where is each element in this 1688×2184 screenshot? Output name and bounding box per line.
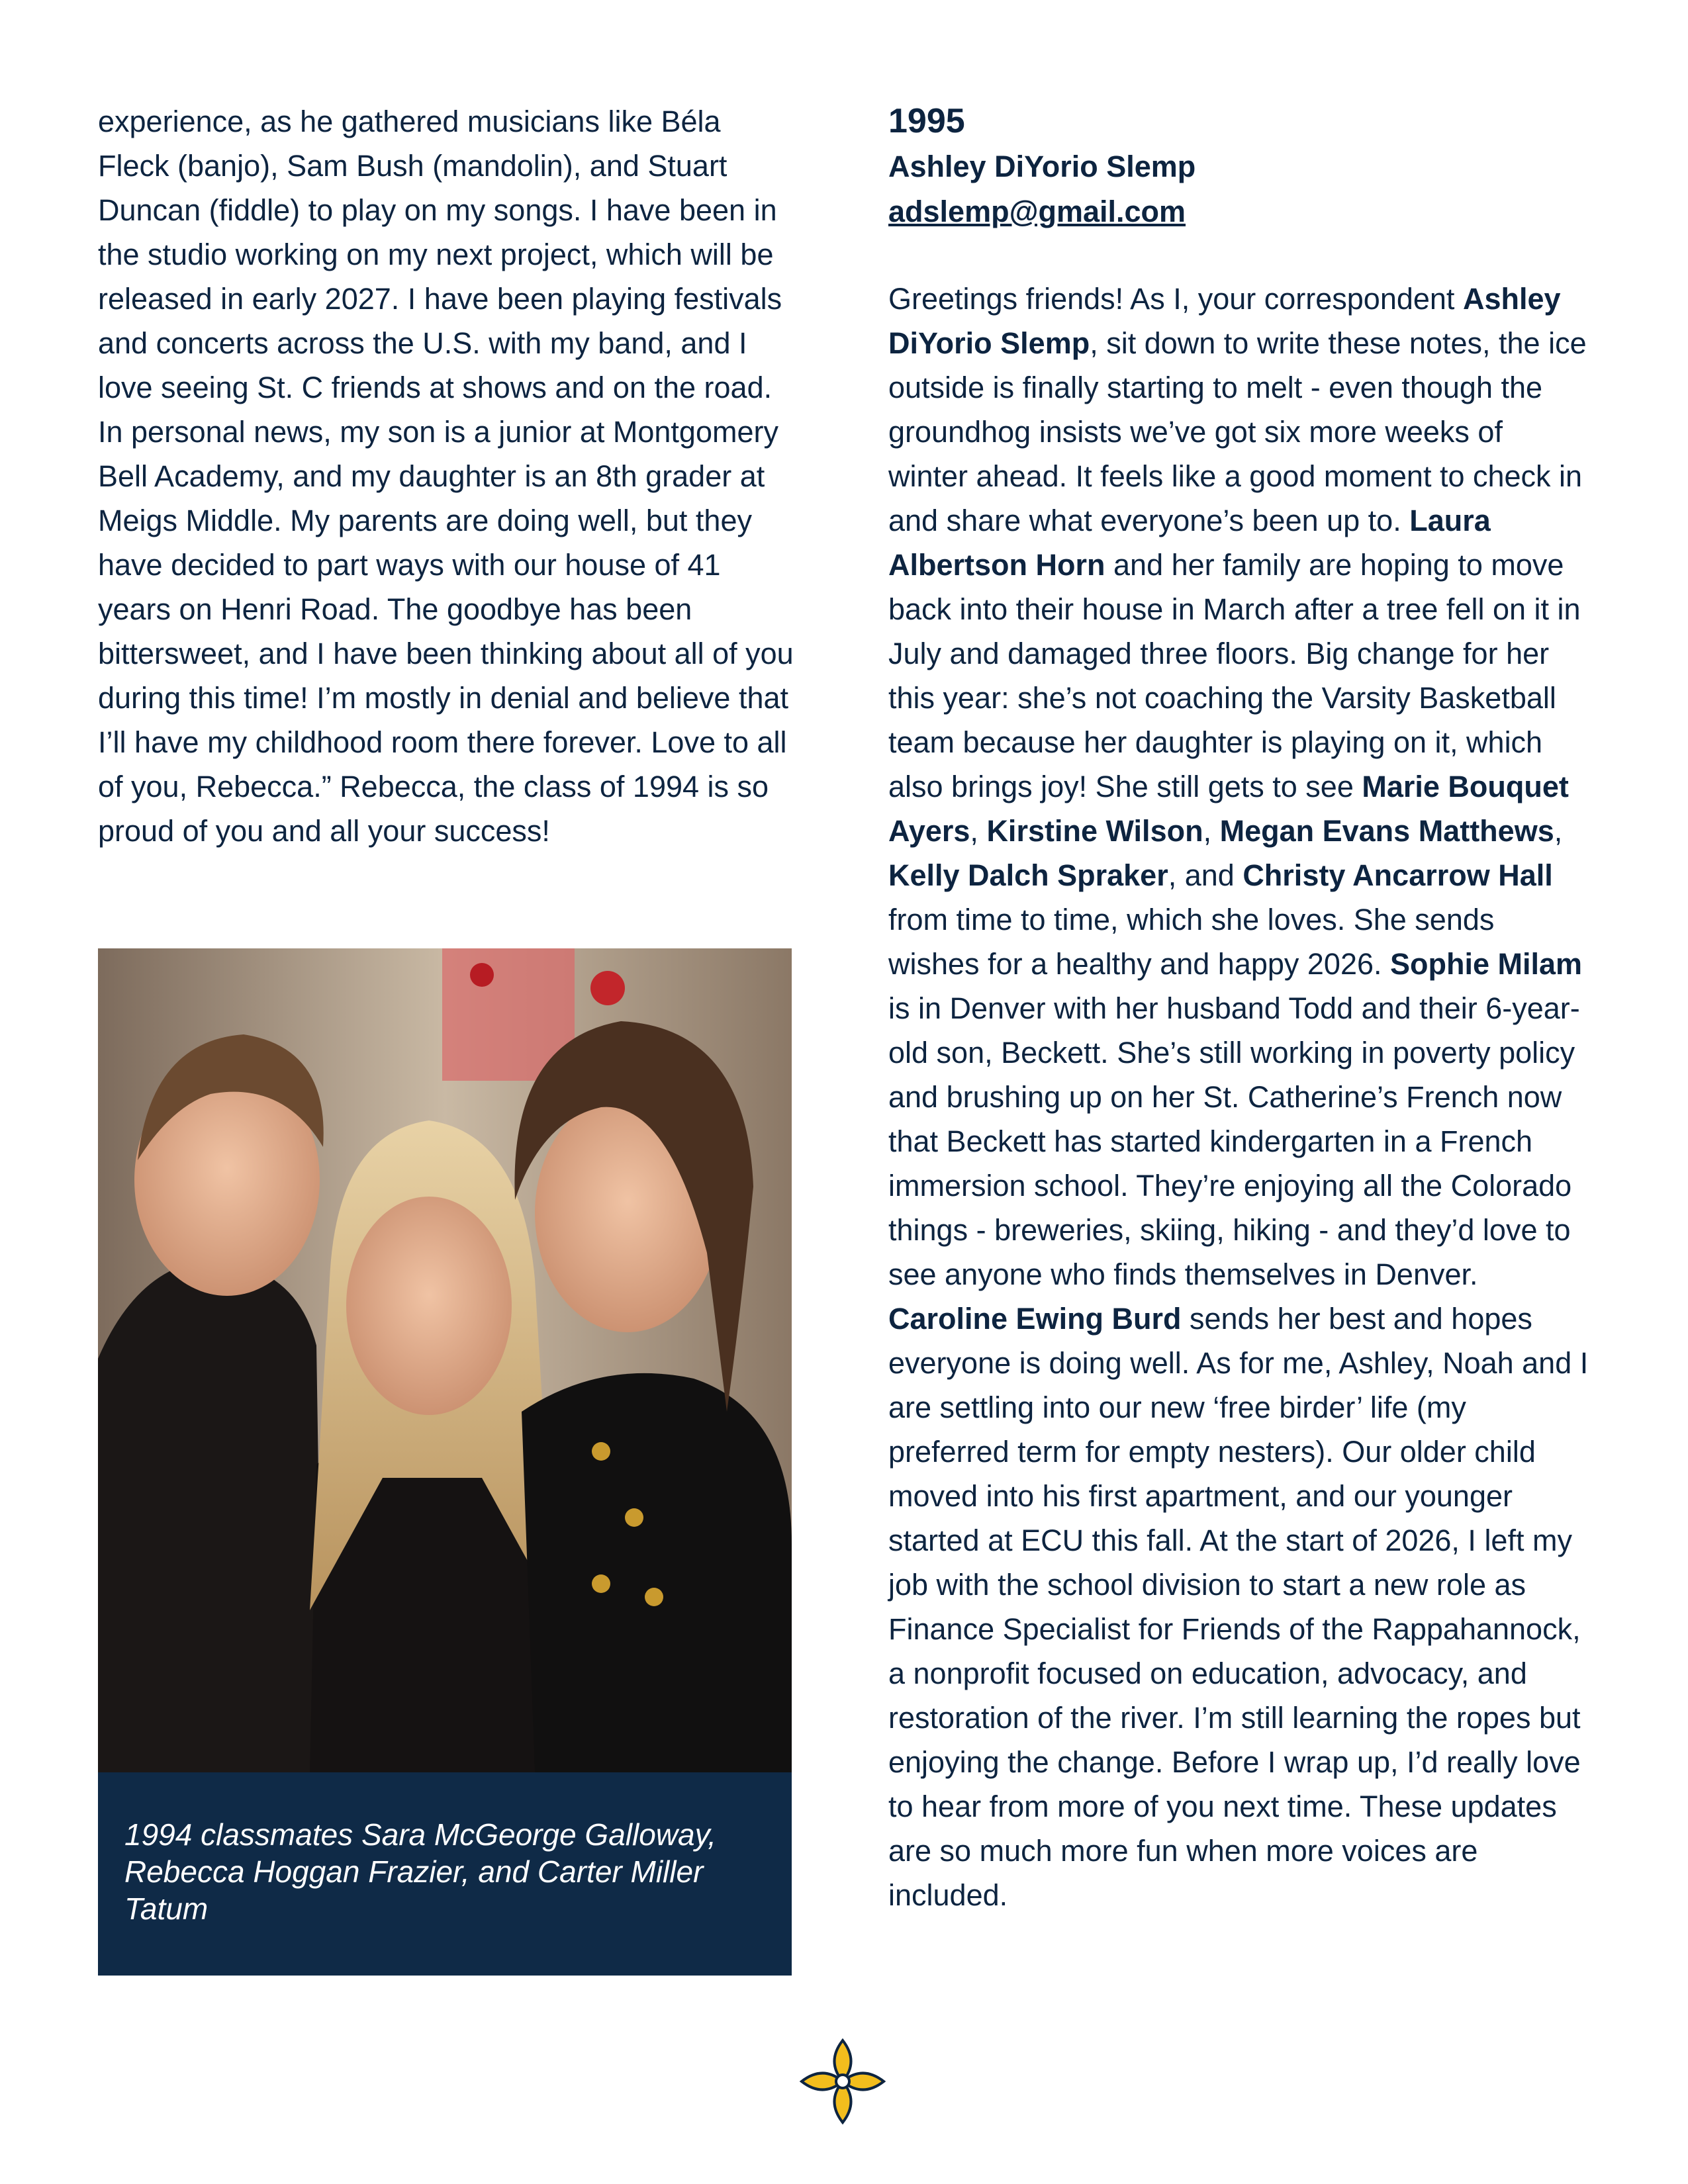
notes-text-segment: from time to time, which she loves. She sends wishes for a healthy and happy 2026. bbox=[888, 903, 1495, 981]
class-1995-section bbox=[888, 99, 1590, 1917]
classmates-photo bbox=[98, 948, 792, 1772]
left-column bbox=[98, 99, 800, 853]
classmate-name: Laura Albertson Horn bbox=[888, 504, 1491, 582]
classmate-name: Kelly Dalch Spraker bbox=[888, 858, 1168, 892]
notes-text-segment: , bbox=[970, 814, 987, 848]
photo-block bbox=[98, 948, 792, 1976]
class-year-heading: 1995 bbox=[888, 102, 965, 140]
quatrefoil-cross-icon bbox=[796, 2035, 889, 2128]
classmate-name: Caroline Ewing Burd bbox=[888, 1302, 1182, 1336]
notes-text-segment: is in Denver with her husband Todd and their 6-year-old son, Beckett. She’s still working in poverty policy and brushing up on her St. Catherine’s French now that Beckett has started kindergarten in a French immersion school. They’re enjoying all the Colorado things - breweries, skiing, hiking - and they’d love to see anyone who finds themselves in Denver. bbox=[888, 991, 1580, 1291]
notes-text-segment: Greetings friends! As I, your correspondent bbox=[888, 282, 1463, 316]
classmate-name: Kirstine Wilson bbox=[986, 814, 1203, 848]
classmate-name: Sophie Milam bbox=[1390, 947, 1583, 981]
classmate-name: Marie Bouquet Ayers bbox=[888, 770, 1569, 848]
classmate-name: Megan Evans Matthews bbox=[1219, 814, 1554, 848]
correspondent-email-link[interactable]: adslemp@gmail.com bbox=[888, 195, 1186, 228]
classmate-name: Christy Ancarrow Hall bbox=[1243, 858, 1553, 892]
notes-text-segment: sends her best and hopes everyone is doing well. As for me, Ashley, Noah and I are settling into our new ‘free birder’ life (my preferred term for empty nesters). Our older child moved into his first apartment, and our younger started at ECU this fall. At the start of 2026, I left my job with the school division to start a new role as Finance Specialist for Friends of the Rappahannock, a nonprofit focused on education, advocacy, and restoration of the river. I’m still learning the ropes but enjoying the change. Before I wrap up, I’d really love to hear from more of you next time. These updates are so much more fun when more voices are included. bbox=[888, 1302, 1589, 1912]
classmate-name: Ashley DiYorio Slemp bbox=[888, 282, 1561, 360]
notes-text-segment: and her family are hoping to move back into their house in March after a tree fell on it in July and damaged three floors. Big change for her this year: she’s not coaching the Varsity Basketball team because her daughter is playing on it, which also brings joy! She still gets to see bbox=[888, 548, 1581, 803]
notes-text-segment: , and bbox=[1168, 858, 1243, 892]
correspondent-name: Ashley DiYorio Slemp bbox=[888, 150, 1196, 183]
photo-caption-box bbox=[98, 1772, 792, 1976]
photo-caption: 1994 classmates Sara McGeorge Galloway, Rebecca Hoggan Frazier, and Carter Miller Tatum bbox=[124, 1817, 716, 1926]
notes-text-segment: , bbox=[1203, 814, 1220, 848]
left-column-paragraph: experience, as he gathered musicians like Béla Fleck (banjo), Sam Bush (mandolin), and Stuart Duncan (fiddle) to play on my songs. I have been in the studio working on my next project, which will be released in early 2027. I have been playing festivals and concerts across the U.S. with my band, and I love seeing St. C friends at shows and on the road. In personal news, my son is a junior at Montgomery Bell Academy, and my daughter is an 8th grader at Meigs Middle. My parents are doing well, but they have decided to part ways with our house of 41 years on Henri Road. The goodbye has been bittersweet, and I have been thinking about all of you during this time! I’m mostly in denial and believe that I’ll have my childhood room there forever. Love to all of you, Rebecca.” Rebecca, the class of 1994 is so proud of you and all your success! bbox=[98, 105, 794, 848]
notes-text-segment: , sit down to write these notes, the ice outside is finally starting to melt - even though the groundhog insists we’ve got six more weeks of winter ahead. It feels like a good moment to check in and share what everyone’s been up to. bbox=[888, 326, 1587, 537]
class-notes-paragraph bbox=[888, 277, 1590, 1917]
notes-text-segment: , bbox=[1554, 814, 1563, 848]
